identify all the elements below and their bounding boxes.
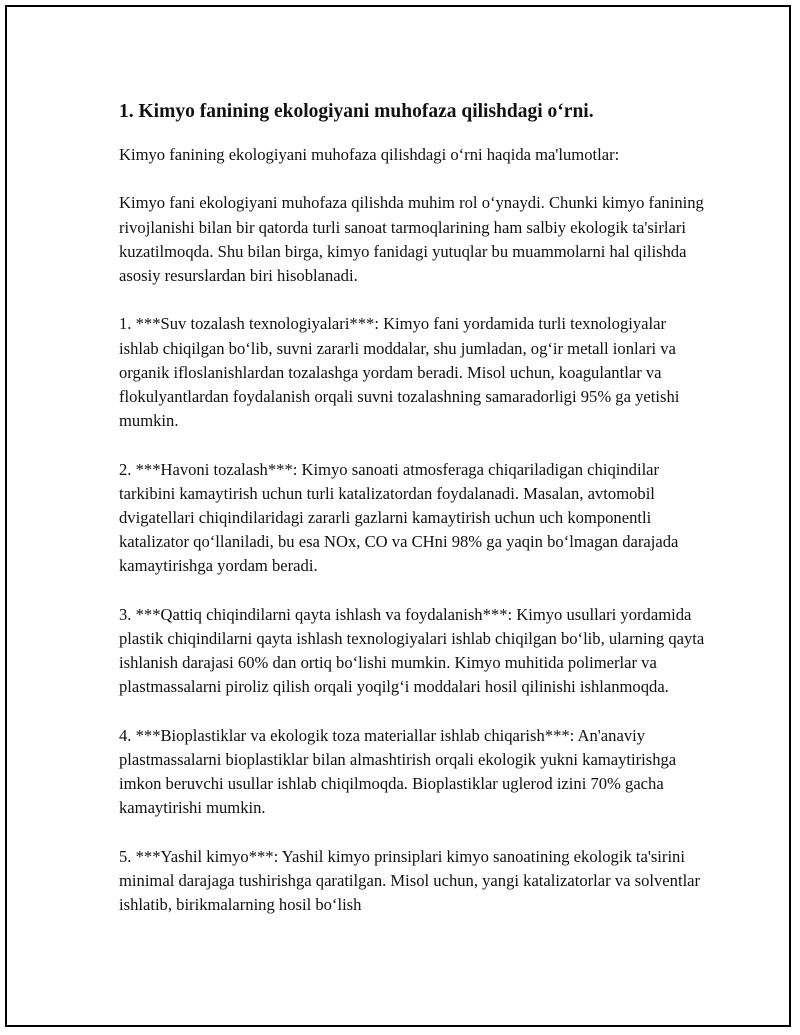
document-body xyxy=(119,99,709,942)
list-item-air-cleaning: 2. ***Havoni tozalash***: Kimyo sanoati atmosferaga chiqariladigan chiqindilar tarkibini kamaytirish uchun turli katalizatordan foydalanadi. Masalan, avtomobil dvigatellari chiqindilaridagi zararli gazlarni kamaytirish uchun uch komponentli katalizator qo‘llaniladi, bu esa NOx, CO va CHni 98% ga yaqin bo‘lmagan darajada kamaytirishga yordam beradi. xyxy=(119,459,679,576)
list-item-bioplastics: 4. ***Bioplastiklar va ekologik toza materiallar ishlab chiqarish***: An'anaviy plastmassalarni bioplastiklar bilan almashtirish orqali ekologik yukni kamaytirishga imkon beruvchi usullar ishlab chiqilmoqda. Bioplastiklar uglerod izini 70% gacha kamaytirishi mumkin. xyxy=(119,725,677,818)
intro-paragraph: Kimyo fanining ekologiyani muhofaza qilishdagi o‘rni haqida ma'lumotlar: xyxy=(119,145,620,164)
list-item-green-chemistry: 5. ***Yashil kimyo***: Yashil kimyo prinsiplari kimyo sanoatining ekologik ta'sirini minimal darajaga tushirishga qaratilgan. Misol uchun, yangi katalizatorlar va solventlar ishlatib, birikmalarning hosil bo‘lish xyxy=(119,846,701,915)
document-title: 1. Kimyo fanining ekologiyani muhofaza qilishdagi o‘rni. xyxy=(119,101,594,122)
list-item-solid-waste: 3. ***Qattiq chiqindilarni qayta ishlash va foydalanish***: Kimyo usullari yordamida plastik chiqindilarni qayta ishlash texnologiyalari ishlab chiqilgan bo‘lib, ularning qayta ishlanish darajasi 60% dan ortiq bo‘lishi mumkin. Kimyo muhitida polimerlar va plastmassalarni piroliz qilish orqali yoqilg‘i moddalari hosil qilinishi ishlanmoqda. xyxy=(119,604,705,697)
overview-paragraph: Kimyo fani ekologiyani muhofaza qilishda muhim rol o‘ynaydi. Chunki kimyo fanining rivojlanishi bilan bir qatorda turli sanoat tarmoqlarining ham salbiy ekologik ta'sirlari kuzatilmoqda. Shu bilan birga, kimyo fanidagi yutuqlar bu muammolarni hal qilishda asosiy resurslardan biri hisoblanadi. xyxy=(119,193,704,285)
page-frame xyxy=(5,5,791,1027)
list-item-water-treatment: 1. ***Suv tozalash texnologiyalari***: Kimyo fani yordamida turli texnologiyalar ishlab chiqilgan bo‘lib, suvni zararli moddalar, shu jumladan, og‘ir metall ionlari va organik ifloslanishlardan tozalashga yordam beradi. Misol uchun, koagulantlar va flokulyantlardan foydalanish orqali suvni tozalashning samaradorligi 95% ga yetishi mumkin. xyxy=(119,314,680,431)
